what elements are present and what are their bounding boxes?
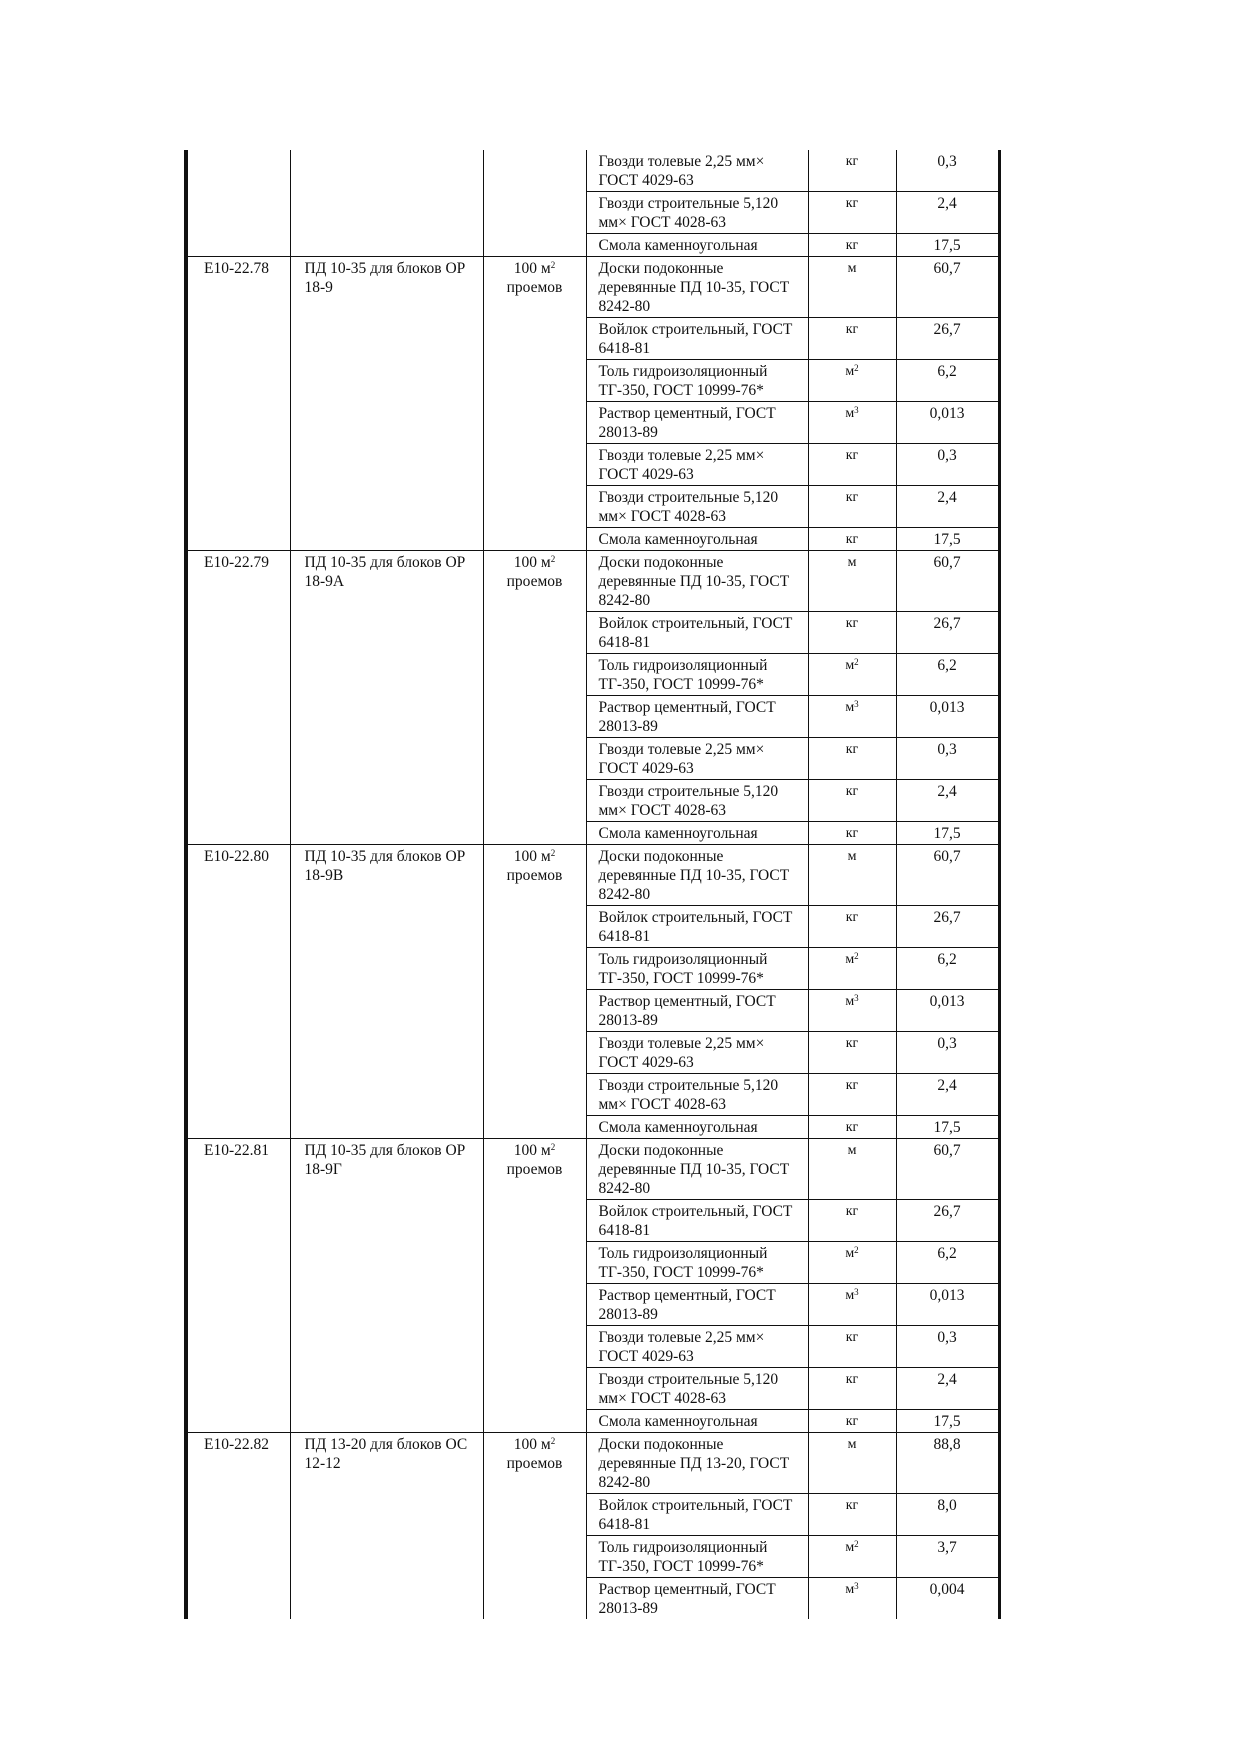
measure-unit-value: 100 м <box>513 1436 551 1453</box>
material-name: Толь гидроизоляционный ТГ-350, ГОСТ 10999-76* <box>586 1242 808 1284</box>
material-quantity: 8,0 <box>896 1494 999 1536</box>
norm-code: Е10-22.82 <box>186 1433 290 1620</box>
material-quantity: 0,013 <box>896 1284 999 1326</box>
measure-unit-exponent: 2 <box>550 1142 556 1152</box>
norm-name: ПД 13-20 для блоков ОС 12-12 <box>290 1433 483 1620</box>
material-name: Гвозди строительные 5,120 мм× ГОСТ 4028-63 <box>586 780 808 822</box>
material-unit-text: кг <box>845 910 859 925</box>
material-name: Гвозди строительные 5,120 мм× ГОСТ 4028-63 <box>586 1368 808 1410</box>
material-unit-text: кг <box>845 238 859 253</box>
material-quantity: 0,3 <box>896 738 999 780</box>
material-unit <box>808 906 896 948</box>
material-unit <box>808 1032 896 1074</box>
material-quantity: 17,5 <box>896 822 999 845</box>
material-quantity: 26,7 <box>896 318 999 360</box>
material-unit-exponent: 3 <box>854 993 859 1003</box>
material-quantity: 3,7 <box>896 1536 999 1578</box>
norm-measure-unit <box>483 1139 586 1433</box>
material-unit <box>808 1494 896 1536</box>
material-unit-text: м <box>847 261 857 276</box>
material-quantity: 0,3 <box>896 150 999 192</box>
material-quantity: 2,4 <box>896 486 999 528</box>
material-unit <box>808 948 896 990</box>
material-unit <box>808 1074 896 1116</box>
material-quantity: 17,5 <box>896 1116 999 1139</box>
measure-unit-value: 100 м <box>513 260 551 277</box>
material-quantity: 6,2 <box>896 360 999 402</box>
material-unit-text: кг <box>845 616 859 631</box>
material-unit-text: кг <box>845 1498 859 1513</box>
material-unit-text: м <box>845 1246 855 1261</box>
material-unit-text: кг <box>845 448 859 463</box>
material-quantity: 6,2 <box>896 948 999 990</box>
material-quantity: 0,3 <box>896 1326 999 1368</box>
material-name: Доски подоконные деревянные ПД 10-35, ГОСТ 8242-80 <box>586 257 808 318</box>
measure-unit-exponent: 2 <box>550 554 556 564</box>
material-name: Доски подоконные деревянные ПД 10-35, ГОСТ 8242-80 <box>586 1139 808 1200</box>
material-unit-text: м <box>845 994 855 1009</box>
material-unit <box>808 486 896 528</box>
material-unit <box>808 528 896 551</box>
norm-name: ПД 10-35 для блоков ОР 18-9А <box>290 551 483 845</box>
measure-unit-word: проемов <box>506 1455 563 1472</box>
norm-code <box>186 150 290 257</box>
table-row <box>186 1433 999 1494</box>
material-unit-exponent: 2 <box>854 1539 859 1549</box>
measure-unit-word: проемов <box>506 1161 563 1178</box>
material-unit <box>808 1433 896 1494</box>
material-quantity: 6,2 <box>896 654 999 696</box>
material-quantity: 2,4 <box>896 192 999 234</box>
norm-code: Е10-22.79 <box>186 551 290 845</box>
material-name: Толь гидроизоляционный ТГ-350, ГОСТ 10999-76* <box>586 360 808 402</box>
material-name: Доски подоконные деревянные ПД 10-35, ГОСТ 8242-80 <box>586 845 808 906</box>
measure-unit-word: проемов <box>506 867 563 884</box>
measure-unit-exponent: 2 <box>550 848 556 858</box>
measure-unit-exponent: 2 <box>550 1436 556 1446</box>
material-quantity: 0,3 <box>896 444 999 486</box>
material-unit-text: м <box>845 406 855 421</box>
material-unit-text: м <box>847 1437 857 1452</box>
measure-unit-value: 100 м <box>513 554 551 571</box>
material-unit-text: м <box>845 658 855 673</box>
material-quantity: 17,5 <box>896 234 999 257</box>
norm-name: ПД 10-35 для блоков ОР 18-9 <box>290 257 483 551</box>
material-name: Войлок строительный, ГОСТ 6418-81 <box>586 318 808 360</box>
material-quantity: 0,004 <box>896 1578 999 1620</box>
material-unit-exponent: 2 <box>854 657 859 667</box>
material-quantity: 0,013 <box>896 990 999 1032</box>
norm-code: Е10-22.78 <box>186 257 290 551</box>
material-quantity: 0,013 <box>896 402 999 444</box>
material-unit <box>808 696 896 738</box>
material-unit <box>808 402 896 444</box>
norm-name: ПД 10-35 для блоков ОР 18-9В <box>290 845 483 1139</box>
material-name: Раствор цементный, ГОСТ 28013-89 <box>586 1284 808 1326</box>
material-unit-exponent: 3 <box>854 405 859 415</box>
material-name: Толь гидроизоляционный ТГ-350, ГОСТ 10999-76* <box>586 948 808 990</box>
material-unit-text: кг <box>845 1330 859 1345</box>
material-quantity: 60,7 <box>896 257 999 318</box>
material-unit <box>808 1139 896 1200</box>
material-unit <box>808 257 896 318</box>
material-name: Доски подоконные деревянные ПД 13-20, ГОСТ 8242-80 <box>586 1433 808 1494</box>
material-name: Войлок строительный, ГОСТ 6418-81 <box>586 1200 808 1242</box>
material-unit <box>808 1242 896 1284</box>
table-row <box>186 845 999 906</box>
material-unit-text: кг <box>845 1078 859 1093</box>
material-unit-text: кг <box>845 196 859 211</box>
material-name: Гвозди строительные 5,120 мм× ГОСТ 4028-63 <box>586 1074 808 1116</box>
material-unit <box>808 444 896 486</box>
material-unit-exponent: 3 <box>854 699 859 709</box>
material-unit <box>808 990 896 1032</box>
material-name: Доски подоконные деревянные ПД 10-35, ГОСТ 8242-80 <box>586 551 808 612</box>
material-unit-text: кг <box>845 154 859 169</box>
material-name: Войлок строительный, ГОСТ 6418-81 <box>586 1494 808 1536</box>
material-unit <box>808 1410 896 1433</box>
material-quantity: 17,5 <box>896 528 999 551</box>
material-unit <box>808 318 896 360</box>
material-unit-text: кг <box>845 1036 859 1051</box>
material-name: Гвозди толевые 2,25 мм× ГОСТ 4029-63 <box>586 1326 808 1368</box>
material-quantity: 2,4 <box>896 780 999 822</box>
material-name: Гвозди толевые 2,25 мм× ГОСТ 4029-63 <box>586 1032 808 1074</box>
material-unit-text: кг <box>845 1372 859 1387</box>
material-unit <box>808 654 896 696</box>
material-unit <box>808 1116 896 1139</box>
norm-measure-unit <box>483 551 586 845</box>
material-unit <box>808 1326 896 1368</box>
material-unit-text: м <box>845 1582 855 1597</box>
norm-code: Е10-22.80 <box>186 845 290 1139</box>
material-unit-exponent: 2 <box>854 951 859 961</box>
measure-unit-value: 100 м <box>513 1142 551 1159</box>
material-unit <box>808 1536 896 1578</box>
norm-name: ПД 10-35 для блоков ОР 18-9Г <box>290 1139 483 1433</box>
material-quantity: 88,8 <box>896 1433 999 1494</box>
material-quantity: 60,7 <box>896 845 999 906</box>
material-name: Гвозди строительные 5,120 мм× ГОСТ 4028-63 <box>586 486 808 528</box>
material-unit-exponent: 3 <box>854 1581 859 1591</box>
table-row <box>186 551 999 612</box>
norm-measure-unit <box>483 1433 586 1620</box>
measure-unit-exponent: 2 <box>550 260 556 270</box>
material-unit <box>808 150 896 192</box>
material-name: Войлок строительный, ГОСТ 6418-81 <box>586 906 808 948</box>
material-unit <box>808 360 896 402</box>
material-quantity: 0,3 <box>896 1032 999 1074</box>
measure-unit-word: проемов <box>506 279 563 296</box>
material-name: Смола каменноугольная <box>586 1116 808 1139</box>
material-quantity: 2,4 <box>896 1368 999 1410</box>
material-quantity: 6,2 <box>896 1242 999 1284</box>
material-name: Смола каменноугольная <box>586 1410 808 1433</box>
material-quantity: 26,7 <box>896 612 999 654</box>
material-unit <box>808 1200 896 1242</box>
material-name: Гвозди строительные 5,120 мм× ГОСТ 4028-63 <box>586 192 808 234</box>
material-name: Гвозди толевые 2,25 мм× ГОСТ 4029-63 <box>586 738 808 780</box>
material-name: Гвозди толевые 2,25 мм× ГОСТ 4029-63 <box>586 444 808 486</box>
norm-code: Е10-22.81 <box>186 1139 290 1433</box>
material-unit <box>808 1368 896 1410</box>
material-unit-text: кг <box>845 1204 859 1219</box>
material-quantity: 17,5 <box>896 1410 999 1433</box>
material-name: Смола каменноугольная <box>586 234 808 257</box>
material-unit <box>808 738 896 780</box>
material-unit-text: м <box>847 849 857 864</box>
norm-name <box>290 150 483 257</box>
norms-table-body <box>186 150 999 1619</box>
material-unit-text: м <box>845 1288 855 1303</box>
material-unit <box>808 234 896 257</box>
material-quantity: 0,013 <box>896 696 999 738</box>
material-unit-text: кг <box>845 322 859 337</box>
material-quantity: 60,7 <box>896 551 999 612</box>
material-name: Раствор цементный, ГОСТ 28013-89 <box>586 1578 808 1620</box>
material-quantity: 60,7 <box>896 1139 999 1200</box>
material-unit-exponent: 2 <box>854 363 859 373</box>
material-unit-text: кг <box>845 826 859 841</box>
material-unit <box>808 551 896 612</box>
material-unit-text: м <box>845 700 855 715</box>
material-unit-text: кг <box>845 1414 859 1429</box>
material-unit-text: кг <box>845 1120 859 1135</box>
material-unit-text: кг <box>845 742 859 757</box>
material-name: Раствор цементный, ГОСТ 28013-89 <box>586 696 808 738</box>
material-name: Гвозди толевые 2,25 мм× ГОСТ 4029-63 <box>586 150 808 192</box>
norm-measure-unit <box>483 845 586 1139</box>
material-unit <box>808 822 896 845</box>
material-name: Раствор цементный, ГОСТ 28013-89 <box>586 402 808 444</box>
material-name: Толь гидроизоляционный ТГ-350, ГОСТ 10999-76* <box>586 1536 808 1578</box>
measure-unit-word: проемов <box>506 573 563 590</box>
material-unit <box>808 612 896 654</box>
measure-unit-value: 100 м <box>513 848 551 865</box>
material-unit-text: кг <box>845 784 859 799</box>
material-unit <box>808 192 896 234</box>
material-unit-exponent: 2 <box>854 1245 859 1255</box>
material-unit <box>808 1284 896 1326</box>
material-unit-text: м <box>845 364 855 379</box>
material-name: Толь гидроизоляционный ТГ-350, ГОСТ 10999-76* <box>586 654 808 696</box>
material-name: Раствор цементный, ГОСТ 28013-89 <box>586 990 808 1032</box>
norm-measure-unit <box>483 150 586 257</box>
table-row <box>186 1139 999 1200</box>
material-unit-text: м <box>847 1143 857 1158</box>
norms-table <box>184 150 1001 1619</box>
table-row <box>186 150 999 192</box>
material-name: Войлок строительный, ГОСТ 6418-81 <box>586 612 808 654</box>
material-quantity: 2,4 <box>896 1074 999 1116</box>
table-row <box>186 257 999 318</box>
material-unit-text: кг <box>845 490 859 505</box>
material-unit-exponent: 3 <box>854 1287 859 1297</box>
material-unit-text: м <box>847 555 857 570</box>
material-unit <box>808 780 896 822</box>
material-unit-text: кг <box>845 532 859 547</box>
material-quantity: 26,7 <box>896 906 999 948</box>
material-name: Смола каменноугольная <box>586 822 808 845</box>
material-quantity: 26,7 <box>896 1200 999 1242</box>
material-unit <box>808 845 896 906</box>
material-unit-text: м <box>845 1540 855 1555</box>
material-unit-text: м <box>845 952 855 967</box>
material-unit <box>808 1578 896 1620</box>
material-name: Смола каменноугольная <box>586 528 808 551</box>
norm-measure-unit <box>483 257 586 551</box>
